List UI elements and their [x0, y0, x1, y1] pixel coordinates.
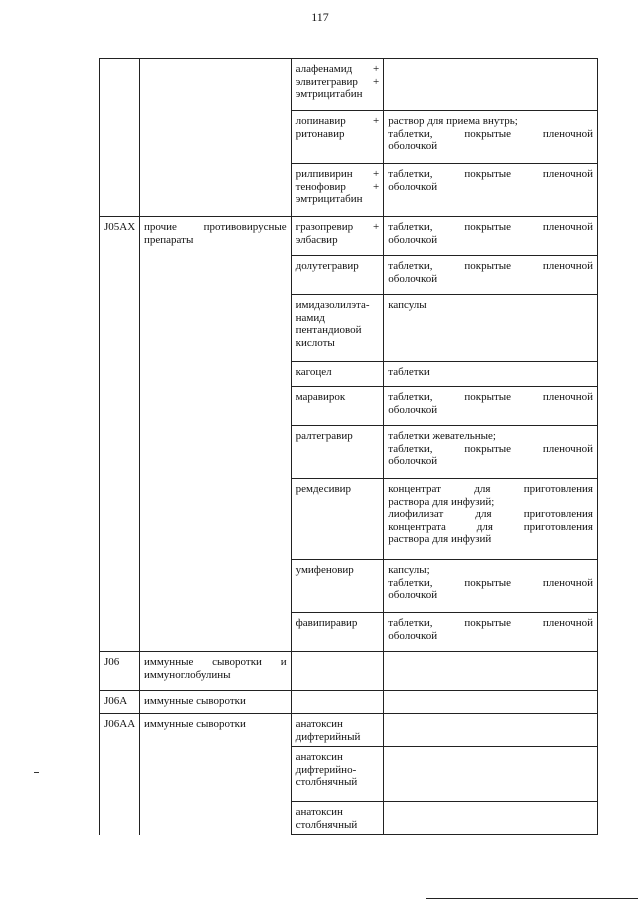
atc-code-cell	[100, 747, 140, 802]
dosage-form-line: таблетки, покрытые пленочной	[388, 576, 593, 589]
atc-code-cell	[100, 613, 140, 652]
dosage-form-line: таблетки, покрытые пленочной	[388, 442, 593, 455]
group-name-cell	[140, 295, 292, 362]
combination-plus: +	[373, 168, 380, 180]
drug-name-part: рилпивирин	[295, 168, 353, 180]
table-row	[100, 560, 598, 613]
atc-code-cell	[100, 111, 140, 164]
drug-name-cell	[291, 747, 384, 802]
dosage-form-cell	[384, 295, 598, 362]
drug-name-line: кагоцел	[295, 366, 332, 378]
group-name-cell	[140, 59, 292, 111]
dosage-form-line: раствора для инфузий	[388, 533, 492, 546]
drug-name-line	[296, 63, 380, 76]
table-row	[100, 217, 598, 256]
dosage-form-line: концентрат для приготовления	[388, 483, 593, 495]
group-name-cell: иммунные сыворотки	[140, 714, 292, 747]
table-body	[100, 59, 598, 835]
dosage-form-line: таблетки, покрытые пленочной	[388, 168, 593, 180]
group-name-cell	[140, 479, 292, 560]
drug-name-cell	[291, 362, 384, 387]
drug-name-cell	[291, 59, 384, 111]
dosage-form-line: оболочкой	[388, 629, 438, 642]
combination-plus: +	[373, 180, 380, 193]
drug-name-cell	[291, 714, 384, 747]
dosage-form-cell	[384, 426, 598, 479]
combination-plus: +	[373, 63, 380, 75]
dosage-form-line: оболочкой	[388, 180, 438, 193]
table-row	[100, 714, 598, 747]
drug-name-line: анатоксин	[295, 718, 343, 730]
drug-name-line: маравирок	[295, 391, 346, 403]
table-row	[100, 164, 598, 217]
table-row	[100, 59, 598, 111]
combination-plus: +	[373, 221, 380, 233]
atc-code-cell	[100, 164, 140, 217]
dosage-form-line: оболочкой	[388, 455, 438, 468]
dosage-form-line: оболочкой	[388, 140, 438, 153]
drug-name-part: алафенамид	[295, 63, 353, 75]
drug-name-line: эмтрицитабин	[295, 88, 363, 101]
atc-code-cell: J06	[100, 652, 140, 691]
atc-code-cell: J05AX	[100, 217, 140, 256]
drug-name-cell	[291, 691, 384, 714]
group-name-cell	[140, 256, 292, 295]
drug-name-line	[296, 181, 380, 194]
drug-name-line: ралтегравир	[295, 430, 353, 442]
drug-name-cell	[291, 652, 384, 691]
drug-name-line: умифеновир	[295, 564, 354, 576]
drug-name-line: долутегравир	[295, 260, 359, 272]
drug-name-line: намид	[295, 311, 325, 324]
dosage-form-cell	[384, 714, 598, 747]
drug-name-cell	[291, 217, 384, 256]
table-row	[100, 479, 598, 560]
dosage-form-line: таблетки, покрытые пленочной	[388, 391, 593, 403]
table-row	[100, 802, 598, 835]
dosage-form-cell	[384, 613, 598, 652]
dosage-form-cell	[384, 747, 598, 802]
dosage-form-line: таблетки, покрытые пленочной	[388, 617, 593, 629]
dosage-form-line: раствора для инфузий;	[388, 495, 495, 508]
table-row	[100, 691, 598, 714]
drug-name-cell	[291, 560, 384, 613]
drug-name-cell	[291, 802, 384, 835]
atc-code-cell	[100, 479, 140, 560]
dosage-form-cell	[384, 217, 598, 256]
atc-code-cell	[100, 59, 140, 111]
atc-code-cell	[100, 802, 140, 835]
group-name-cell	[140, 387, 292, 426]
dosage-form-line: таблетки жевательные;	[388, 430, 496, 442]
drug-name-line: столбнячный	[295, 776, 358, 789]
dosage-form-cell	[384, 479, 598, 560]
table-row	[100, 426, 598, 479]
dosage-form-line: капсулы;	[388, 564, 430, 576]
dosage-form-line: капсулы	[388, 299, 427, 311]
drug-name-line: столбнячный	[295, 818, 358, 831]
group-name-cell	[140, 111, 292, 164]
drug-name-line	[296, 221, 380, 234]
table-row	[100, 111, 598, 164]
drug-name-cell	[291, 387, 384, 426]
drug-name-line: фавипиравир	[295, 617, 358, 629]
drug-name-cell	[291, 111, 384, 164]
atc-code-cell	[100, 362, 140, 387]
dosage-form-cell	[384, 802, 598, 835]
group-name-cell	[140, 362, 292, 387]
dosage-form-line: раствор для приема внутрь;	[388, 115, 518, 127]
combination-plus: +	[373, 75, 380, 88]
drug-name-cell	[291, 295, 384, 362]
drug-name-part: лопинавир	[295, 115, 346, 127]
dosage-form-cell	[384, 387, 598, 426]
dosage-form-line: оболочкой	[388, 233, 438, 246]
drug-name-line	[296, 115, 380, 128]
combination-plus: +	[373, 115, 380, 127]
atc-code-cell	[100, 387, 140, 426]
drug-name-line: ритонавир	[295, 127, 345, 140]
dosage-form-line: таблетки, покрытые пленочной	[388, 260, 593, 272]
drug-name-cell	[291, 256, 384, 295]
drug-name-line: элбасвир	[295, 233, 338, 246]
drug-name-part: тенофовир	[295, 180, 346, 193]
dosage-form-line: концентрата для приготовления	[388, 520, 593, 533]
group-name-cell	[140, 560, 292, 613]
group-name-cell: прочие противовирусные препараты	[140, 217, 292, 256]
group-name-cell	[140, 802, 292, 835]
drug-name-cell	[291, 613, 384, 652]
dosage-form-line: таблетки, покрытые пленочной	[388, 127, 593, 140]
dosage-form-cell	[384, 164, 598, 217]
group-name-cell	[140, 164, 292, 217]
group-name-cell	[140, 747, 292, 802]
dosage-form-cell	[384, 560, 598, 613]
dosage-form-cell	[384, 362, 598, 387]
page-number: 117	[311, 10, 329, 24]
drug-name-line	[296, 168, 380, 181]
drug-name-line: имидазолилэта-	[295, 299, 370, 311]
table-row	[100, 295, 598, 362]
drug-name-part: элвитегравир	[295, 75, 358, 88]
table-row	[100, 256, 598, 295]
dosage-form-cell	[384, 691, 598, 714]
margin-mark	[34, 772, 39, 773]
dosage-form-cell	[384, 652, 598, 691]
group-name-cell: иммунные сыворотки	[140, 691, 292, 714]
atc-code-cell: J06A	[100, 691, 140, 714]
table-row	[100, 362, 598, 387]
dosage-form-line: оболочкой	[388, 589, 438, 602]
drug-name-cell	[291, 479, 384, 560]
table-row	[100, 613, 598, 652]
drug-name-line: кислоты	[295, 336, 335, 349]
drug-name-line: дифтерийно-	[295, 763, 357, 776]
group-name-cell	[140, 613, 292, 652]
footer-line	[426, 898, 638, 899]
drug-name-cell	[291, 426, 384, 479]
dosage-form-line: оболочкой	[388, 272, 438, 285]
dosage-form-cell	[384, 256, 598, 295]
atc-code-cell	[100, 560, 140, 613]
drug-name-line: ремдесивир	[295, 483, 352, 495]
dosage-form-line: оболочкой	[388, 403, 438, 416]
table-row	[100, 747, 598, 802]
drug-name-part: гразопревир	[295, 221, 354, 233]
drug-name-line: пентандиовой	[295, 324, 362, 337]
dosage-form-line: таблетки	[388, 366, 430, 378]
drug-name-line: эмтрицитабин	[295, 193, 363, 206]
table-row	[100, 652, 598, 691]
drug-list-table	[99, 58, 598, 835]
atc-code-cell	[100, 426, 140, 479]
atc-code-cell	[100, 256, 140, 295]
dosage-form-line: таблетки, покрытые пленочной	[388, 221, 593, 233]
table-row	[100, 387, 598, 426]
group-name-cell	[140, 426, 292, 479]
atc-code-cell	[100, 295, 140, 362]
drug-name-line	[296, 76, 380, 89]
drug-name-line: анатоксин	[295, 806, 343, 819]
group-name-cell: иммунные сыворотки и иммуноглобулины	[140, 652, 292, 691]
dosage-form-cell	[384, 59, 598, 111]
dosage-form-line: лиофилизат для приготовления	[388, 508, 593, 521]
drug-name-line: дифтерийный	[295, 730, 361, 743]
drug-name-cell	[291, 164, 384, 217]
atc-code-cell: J06AA	[100, 714, 140, 747]
dosage-form-cell	[384, 111, 598, 164]
drug-name-line: анатоксин	[295, 751, 343, 764]
